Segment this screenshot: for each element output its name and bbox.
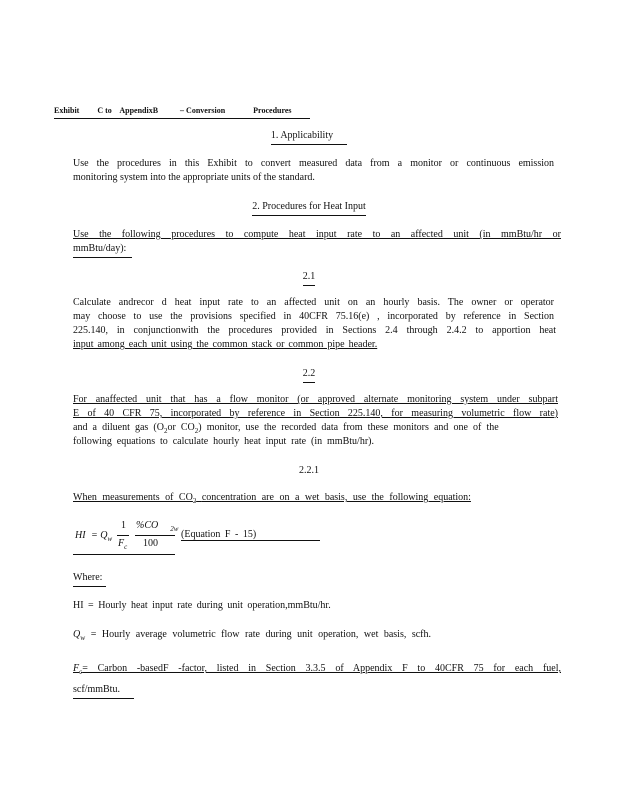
section-1-line-2: monitoring system into the appropriate units of the standard. [73, 172, 315, 183]
section-1-line-1: Use the procedures in this Exhibit to convert measured data from a monitor or continuous emission [73, 158, 554, 169]
eq-fraction-bar-1 [117, 535, 129, 536]
header-procedures: Procedures [253, 106, 292, 115]
section-2-1-line-1: Calculate andrecor d heat input rate to an affected unit on an hourly basis. The owner or operator [73, 297, 554, 308]
section-2-2-line-4: following equations to calculate hourly heat input rate (in mmBtu/hr). [73, 436, 374, 447]
section-2-line-2: mmBtu/day): [73, 242, 132, 258]
section-2-line-1: Use the following procedures to compute heat input rate to an affected unit (in mmBtu/hr or [73, 229, 561, 240]
section-2-1-line-2: may choose to use the provisions specified in 40CFR 75.16(e) , incorporated by reference in Section [73, 311, 554, 322]
header-c-to: C to [97, 106, 112, 115]
eq-num-1: 1 [121, 520, 126, 531]
def-hi: HI = Hourly heat input rate during unit operation,mmBtu/hr. [73, 600, 331, 611]
eq-label: (Equation F - 15) [181, 529, 257, 540]
eq-den-2: 100 [143, 538, 158, 549]
exhibit-header [54, 104, 310, 119]
def-qw: $Q_w$ = Hourly average volumetric flow rate during unit operation, wet basis, scfh. [73, 629, 432, 642]
eq-base-line [73, 554, 175, 555]
where-label: Where: [73, 571, 106, 587]
def-fc-line-1: $F_c=$ Carbon -basedF -factor, listed in Section 3.3.5 of Appendix F to 40CFR 75 for each fuel, [73, 663, 561, 676]
section-2-1-line-4: input among each unit using the common stack or common pipe header. [73, 339, 378, 350]
eq-den-1: $F_c$ [118, 538, 128, 551]
eq-fraction-bar-2 [135, 535, 175, 536]
eq-underline [181, 540, 320, 541]
eq-lhs: HI [75, 530, 86, 541]
section-2-2-line-1: For anaffected unit that has a flow monitor (or approved alternate monitoring system under subpart [73, 394, 558, 405]
section-2-1-title: 2.1 [0, 270, 618, 286]
header-exhibit: Exhibit [54, 106, 80, 115]
section-2-2-line-2: E of 40 CFR 75, incorporated by reference in Section 225.140, for measuring volumetric flow rate) [73, 408, 558, 419]
eq-num-2: %CO $_{2w}$ [136, 520, 179, 533]
eq-q: = $Q_w$ [91, 530, 113, 543]
section-2-title: 2. Procedures for Heat Input [0, 200, 618, 216]
section-2-1-line-3: 225.140, in conjunctionwith the procedures provided in Sections 2.4 through 2.4.2 to apportion heat [73, 325, 556, 336]
def-fc-line-2: scf/mmBtu. [73, 683, 134, 699]
section-2-2-title: 2.2 [0, 367, 618, 383]
section-2-2-1-line-1: When measurements of $CO_2$ concentration are on a wet basis, use the following equation: [73, 492, 471, 505]
section-2-2-1-title: 2.2.1 [299, 465, 319, 476]
section-1-title: 1. Applicability [0, 129, 618, 145]
section-2-2-line-3: and a diluent gas ($O_2or$ $CO_2$) monitor, use the recorded data from these monitors and one of the [73, 422, 499, 435]
header-conversion: – Conversion [180, 106, 226, 115]
header-appendix: AppendixB [119, 106, 159, 115]
